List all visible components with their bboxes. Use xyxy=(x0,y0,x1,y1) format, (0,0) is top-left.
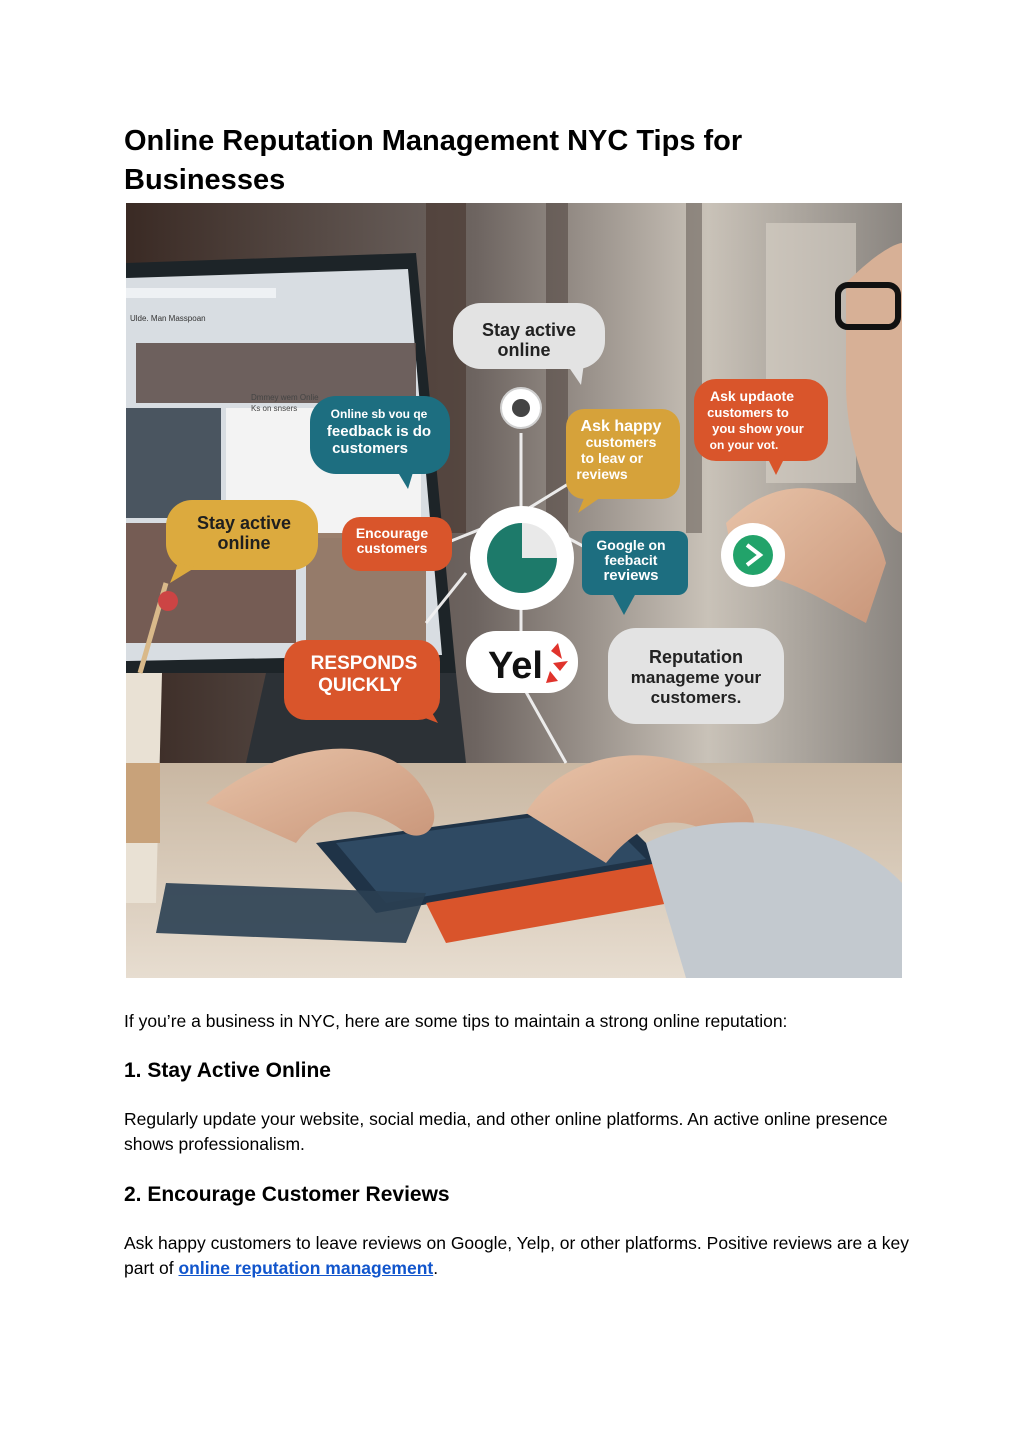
body-text-end: . xyxy=(433,1258,439,1278)
bubble-text: Stay active xyxy=(196,513,292,533)
page-title: Online Reputation Management NYC Tips for Businesses xyxy=(124,125,743,196)
body-text: Ask happy customers to leave reviews on Google, Yelp, or other platforms. Positive reviews are a key part of xyxy=(124,1233,909,1278)
bubble-text: Encourage xyxy=(355,525,429,541)
bubble-reputation xyxy=(608,628,784,724)
center-logo-icon xyxy=(470,506,574,610)
yelp-text: Yel xyxy=(488,645,543,687)
section-body-encourage-reviews xyxy=(124,1231,914,1281)
bubble-text: manageme your xyxy=(630,668,762,687)
bubble-text: reviews xyxy=(576,466,628,482)
bubble-responds-quickly xyxy=(284,640,440,723)
online-reputation-management-link[interactable]: online reputation management xyxy=(178,1258,434,1278)
section-heading-encourage-reviews: 2. Encourage Customer Reviews xyxy=(124,1183,450,1206)
screen-text-3: Ks on snsers xyxy=(251,404,298,413)
bubble-text: customers xyxy=(585,434,657,450)
section-heading-stay-active: 1. Stay Active Online xyxy=(124,1059,331,1082)
bubble-text: Stay active xyxy=(481,320,577,340)
bubble-text: Ask happy xyxy=(580,418,662,435)
screen-text-1: Ulde. Man Masspoan xyxy=(130,314,206,323)
bubble-encourage xyxy=(342,517,452,571)
bubble-text: feedback is do xyxy=(326,423,432,440)
bubble-text: online xyxy=(217,533,271,553)
bubble-text: customers. xyxy=(650,688,742,707)
bubble-text: RESPONDS xyxy=(310,653,418,674)
arrow-icon xyxy=(721,523,785,587)
bubble-text: customers to xyxy=(707,405,789,420)
bubble-text: customers xyxy=(332,440,408,457)
yelp-logo-icon xyxy=(466,631,578,693)
bubble-text: to leav or xyxy=(580,450,644,466)
bubble-text: on your vot. xyxy=(709,438,779,452)
bubble-text: Ask updaote xyxy=(709,388,795,404)
bubble-text: QUICKLY xyxy=(318,675,402,696)
section-body-stay-active: Regularly update your website, social media, and other online platforms. An active online presence shows professionalism. xyxy=(124,1109,888,1154)
bubble-text: Reputation xyxy=(649,647,743,667)
bubble-text: customers xyxy=(356,540,428,556)
screen-text-2: Dmmey wem Onlie xyxy=(251,393,319,402)
bubble-text: online xyxy=(497,340,551,360)
bubble-ask-happy xyxy=(566,409,680,513)
bubble-text: you show your xyxy=(712,421,804,436)
bubble-ask-update xyxy=(694,379,828,475)
bubble-text: Online sb vou qe xyxy=(330,407,428,421)
bubble-text: feebacit xyxy=(604,552,658,568)
bubble-text: Google on xyxy=(596,537,666,553)
hero-image xyxy=(126,203,902,978)
bubble-text: reviews xyxy=(603,567,659,584)
intro-paragraph: If you’re a business in NYC, here are some tips to maintain a strong online reputation: xyxy=(124,1011,788,1031)
